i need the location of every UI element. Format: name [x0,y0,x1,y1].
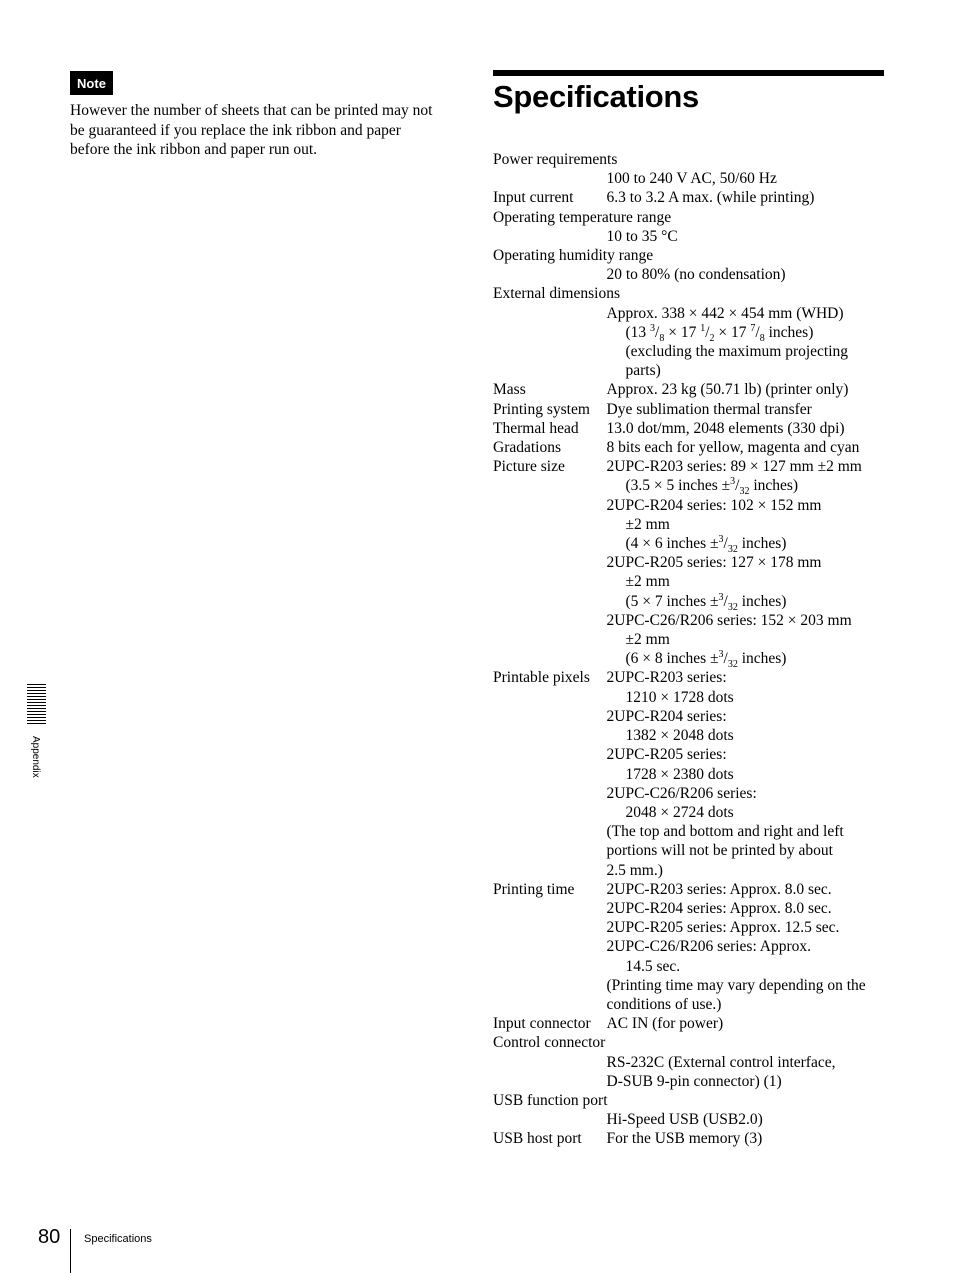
note-line: However the number of sheets that can be printed may not [70,102,433,119]
spec-value: Hi-Speed USB (USB2.0) [606,1111,763,1129]
spec-values [493,1110,893,1129]
spec-value: 8 bits each for yellow, magenta and cyan [606,439,860,457]
spec-label: Input current [493,189,574,207]
spec-label: Mass [493,381,526,399]
spec-value: (4 × 6 inches $\pm^3/_{32}$ inches) [625,533,787,556]
spec-value: For the USB memory (3) [606,1130,763,1148]
spec-label: Input connector [493,1015,591,1033]
spec-value: 2048 × 2724 dots [625,803,734,821]
spec-value: 2.5 mm.) [606,861,663,879]
spec-row [493,150,893,188]
spec-value: (The top and bottom and right and left [606,823,844,841]
spec-value: 2UPC-R205 series: [606,746,727,764]
spec-value: 13.0 dot/mm, 2048 elements (330 dpi) [606,419,845,437]
spec-label: External dimensions [493,285,620,303]
spec-row [493,246,893,284]
spec-value: 2UPC-R205 series: Approx. 12.5 sec. [606,919,840,937]
side-tab-marker [27,684,46,726]
spec-value: Approx. 23 kg (50.71 lb) (printer only) [606,381,849,399]
spec-value: 2UPC-R203 series: 89 × 127 mm ±2 mm [606,458,862,476]
spec-row [493,880,893,1014]
spec-value: Approx. 338 × 442 × 454 mm (WHD) [606,304,844,322]
spec-label: Control connector [493,1034,606,1052]
spec-label: Operating humidity range [493,247,654,265]
spec-row [493,1091,893,1129]
spec-value: (3.5 × 5 inches $\pm^3/_{32}$ inches) [625,476,799,498]
spec-value: 1728 × 2380 dots [625,765,734,783]
spec-row [493,668,893,879]
spec-values [493,880,893,1014]
note-line: be guaranteed if you replace the ink ribbon and paper [70,121,401,139]
spec-value: D-SUB 9-pin connector) (1) [606,1072,782,1090]
spec-row [493,438,893,457]
spec-values [493,380,893,399]
side-tab-label: Appendix [30,736,41,778]
note-text [70,101,462,160]
spec-label: Picture size [493,458,565,476]
spec-value: 1382 × 2048 dots [625,727,734,745]
spec-value: 100 to 240 V AC, 50/60 Hz [606,170,777,188]
spec-row [493,1014,893,1033]
spec-value: 2UPC-C26/R206 series: Approx. [606,938,812,956]
note-badge: Note [70,71,113,95]
spec-value: ±2 mm [625,515,670,533]
spec-label: Operating temperature range [493,208,672,226]
spec-value: (5 × 7 inches $\pm^3/_{32}$ inches) [625,591,787,613]
spec-label: Printable pixels [493,669,590,687]
spec-value: AC IN (for power) [606,1015,724,1033]
spec-value: 2UPC-R203 series: [606,669,727,687]
spec-values [493,265,893,284]
spec-value: 2UPC-R205 series: 127 × 178 mm [606,554,822,572]
spec-value: RS-232C (External control interface, [606,1053,836,1071]
spec-value: parts) [625,362,661,380]
spec-row [493,419,893,438]
spec-label: Power requirements [493,151,618,168]
spec-values [493,668,893,879]
spec-value: portions will not be printed by about [606,842,833,860]
spec-label: Printing time [493,880,575,898]
spec-value: (6 × 8 inches $\pm^3/_{32}$ inches) [625,649,787,671]
spec-row [493,380,893,399]
spec-value: (excluding the maximum projecting [625,343,849,361]
spec-value: 2UPC-R203 series: Approx. 8.0 sec. [606,880,832,898]
spec-value: ±2 mm [625,631,670,649]
spec-row [493,284,893,380]
spec-value: 6.3 to 3.2 A max. (while printing) [606,189,815,207]
page-number: 80 [38,1226,61,1248]
spec-label: Printing system [493,400,590,418]
spec-row [493,457,893,671]
spec-value: ±2 mm [625,573,670,591]
spec-row [493,208,893,246]
spec-value: 2UPC-R204 series: [606,707,727,725]
spec-values [493,1053,893,1091]
spec-values [493,169,893,188]
spec-value: 2UPC-C26/R206 series: [606,784,757,802]
spec-value: Dye sublimation thermal transfer [606,400,812,418]
spec-row [493,400,893,419]
note-line: before the ink ribbon and paper run out. [70,141,318,158]
footer-section: Specifications [84,1233,152,1245]
spec-value: 10 to 35 °C [606,227,678,245]
spec-value: 2UPC-R204 series: 102 × 152 mm [606,496,822,514]
spec-row [493,188,893,207]
spec-label: USB function port [493,1091,608,1109]
spec-value: (Printing time may vary depending on the [606,976,866,994]
spec-values [493,227,893,246]
spec-value: 20 to 80% (no condensation) [606,266,786,284]
spec-row [493,1033,893,1091]
spec-label: USB host port [493,1130,582,1148]
spec-value: 2UPC-C26/R206 series: 152 × 203 mm [606,611,852,629]
spec-values [493,457,893,671]
spec-value: 2UPC-R204 series: Approx. 8.0 sec. [606,899,832,917]
footer-divider [70,1229,71,1273]
spec-value: 14.5 sec. [625,957,681,975]
spec-list [493,150,893,1149]
spec-values [493,304,893,381]
spec-label: Thermal head [493,419,579,437]
spec-value: conditions of use.) [606,995,722,1013]
title-rule [493,70,884,76]
spec-row [493,1129,893,1148]
page-title: Specifications [493,79,699,114]
spec-value: (13 $^3/_8 \times 17$ $^1/_2 \times 17$ $^7/_8$ inches) [625,322,814,344]
spec-value: 1210 × 1728 dots [625,688,734,706]
spec-label: Gradations [493,439,562,457]
